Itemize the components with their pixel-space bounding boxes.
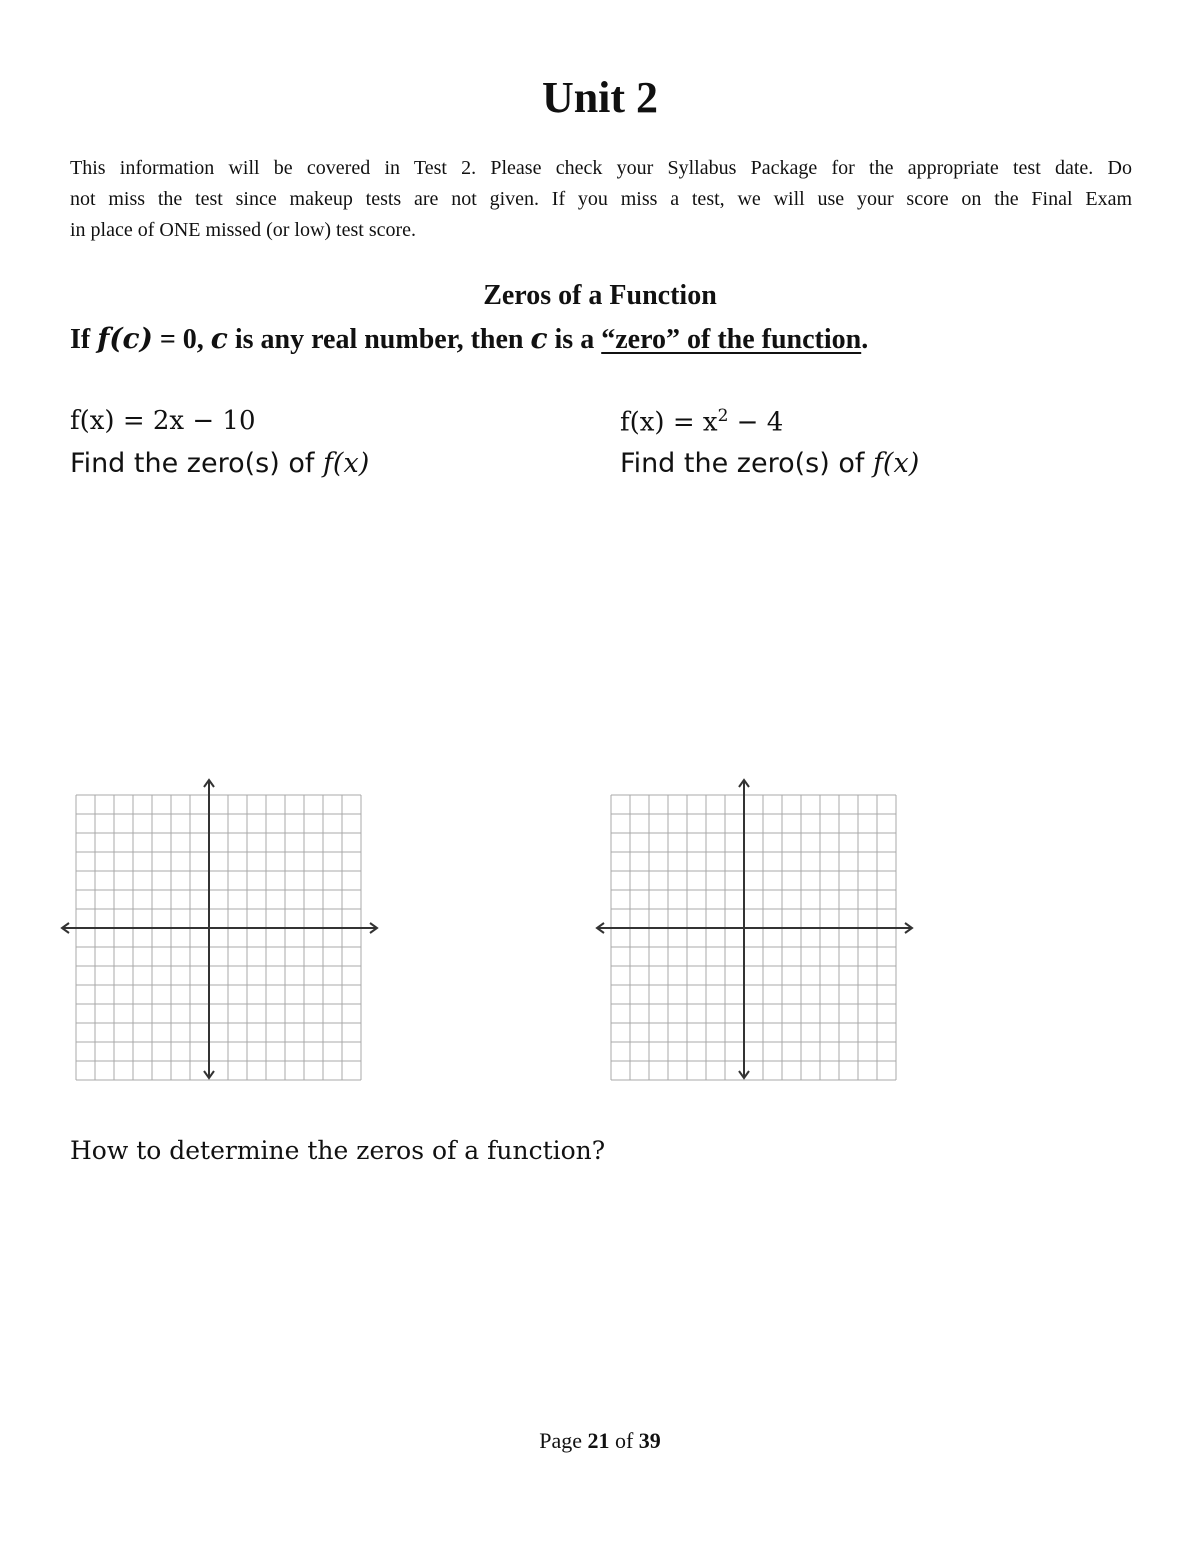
grid-lines: [611, 795, 896, 1080]
definition-underlined: “zero” of the function: [601, 324, 862, 355]
definition-c1: c: [210, 322, 228, 355]
definition-eq: = 0,: [152, 324, 211, 355]
problem-1-function: f(x) = 2x − 10: [70, 406, 256, 436]
page-title: Unit 2: [541, 73, 659, 122]
problem-2-function: [620, 406, 783, 438]
intro-paragraph: [70, 153, 1132, 246]
intro-line-1: This information will be covered in Test 2. Please check your Syllabus Package for the appropriate test date. Do: [70, 157, 1132, 179]
definition-c2: c: [530, 322, 548, 355]
problem-1-fx: f(x): [322, 448, 370, 479]
grid-lines: [76, 795, 361, 1080]
problem-2-prompt: [620, 448, 919, 479]
coordinate-grid-1[interactable]: [55, 775, 385, 1085]
definition-fc: f(c): [97, 322, 153, 355]
question-text: How to determine the zeros of a function?: [70, 1136, 606, 1165]
section-title: Zeros of a Function: [483, 280, 717, 311]
problem-2-fx: f(x): [872, 448, 920, 479]
definition-mid: is any real number, then: [227, 324, 531, 355]
footer-page-number: 21: [587, 1428, 610, 1453]
intro-line-2: not miss the test since makeup tests are not given. If you miss a test, we will use your score on the Final Exam: [70, 188, 1132, 210]
page-footer: [0, 1428, 1200, 1454]
definition-prefix: If: [70, 324, 98, 355]
problem-2-function-base: f(x) = x: [620, 407, 718, 438]
intro-line-3: in place of ONE missed (or low) test score.: [70, 219, 417, 241]
definition-is-a: is a: [547, 324, 602, 355]
problem-2-prompt-text: Find the zero(s) of: [620, 448, 873, 479]
zero-definition: [70, 322, 868, 356]
definition-period: .: [861, 324, 869, 355]
problem-1-prompt-text: Find the zero(s) of: [70, 448, 323, 479]
coordinate-grid-2[interactable]: [590, 775, 920, 1085]
axes: [597, 780, 912, 1078]
footer-page-label: Page: [539, 1428, 588, 1453]
axes: [62, 780, 377, 1078]
problem-2-function-exp: 2: [717, 406, 729, 426]
problem-1-prompt: [70, 448, 369, 479]
problem-2-function-tail: − 4: [728, 407, 784, 438]
footer-page-total: 39: [638, 1428, 661, 1453]
footer-of-label: of: [609, 1428, 639, 1453]
